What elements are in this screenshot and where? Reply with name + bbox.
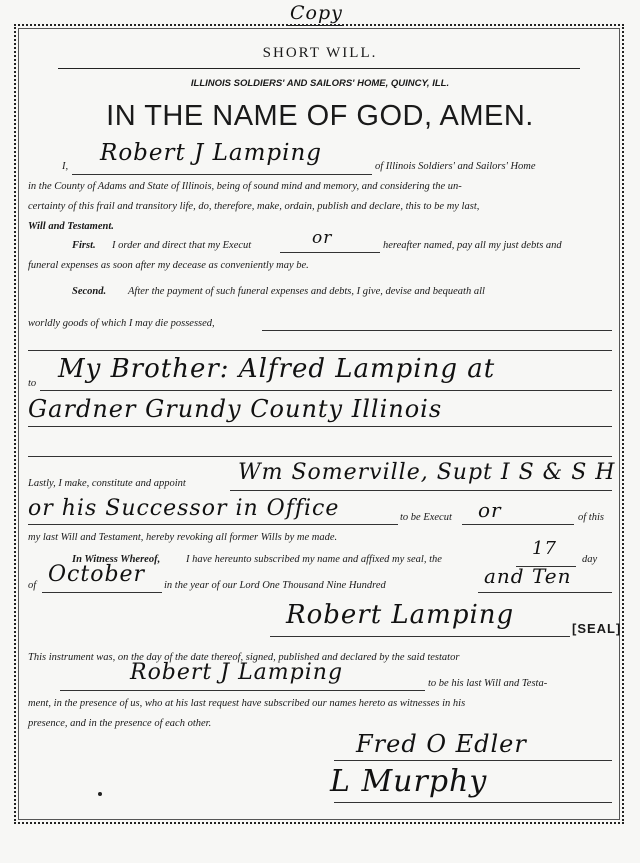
lastly-of-this: of this [578,512,604,523]
lastly-executor-suffix: or [478,498,502,522]
witness-month-line [42,592,162,593]
blank-line [28,350,612,351]
form-title: SHORT WILL. [262,45,378,61]
appointee-line2: or his Successor in Office [28,496,340,521]
second-line2-rule [262,330,612,331]
testator-name-handwritten: Robert J Lamping [100,140,322,166]
copy-mark: Copy [290,2,343,24]
lastly-executor-line [462,524,574,525]
ink-dot [98,792,102,796]
witness2-line [334,802,612,803]
title-rule [58,68,580,69]
first-executor-suffix: or [312,228,333,248]
bequest-line1: My Brother: Alfred Lamping at [58,354,496,384]
name-line [72,174,372,175]
first-text-b: hereafter named, pay all my just debts and [383,240,562,251]
intro-line2: in the County of Adams and State of Illinois, being of sound mind and memory, and considering the un- [28,181,462,192]
lastly-to-be: to be Execut [400,512,452,523]
witness-text: I have hereunto subscribed my name and affixed my seal, the [186,554,442,565]
seal-label: [SEAL] [572,621,622,636]
attestation-line2-suffix: to be his last Will and Testa- [428,678,548,689]
second-line1: After the payment of such funeral expenses and debts, I give, devise and bequeath all [128,286,485,297]
first-label: First. [72,240,96,251]
attestation-testator-name: Robert J Lamping [130,660,344,685]
witness-year-line [478,592,612,593]
attestation-line3: ment, in the presence of us, who at his last request have subscribed our names hereto as witnesses in his [28,698,466,709]
to-label: to [28,378,37,389]
bequest-line2: Gardner Grundy County Illinois [28,395,443,423]
witness-month: October [48,562,146,587]
bequest-rule3 [28,456,612,457]
copy-underline [286,25,344,26]
appointee-rule1 [230,490,612,491]
witness-label: In Witness Whereof, [72,554,161,565]
attestation-name-line [60,690,425,691]
attestation-line1: This instrument was, on the day of the date thereof, signed, published and declared by the said testator [28,652,460,663]
witness-year-text: in the year of our Lord One Thousand Nine Hundred [164,580,386,591]
bequest-rule1 [40,390,612,391]
of-label: of [28,580,37,591]
attestation-line4: presence, and in the presence of each other. [28,718,212,729]
signature-line [270,636,570,637]
appointee-line1: Wm Somerville, Supt I S & S H [238,460,616,485]
first-line2: funeral expenses as soon after my decease as conveniently may be. [28,260,309,271]
first-text-a: I order and direct that my Execut [112,240,252,251]
invocation-heading: IN THE NAME OF GOD, AMEN. [106,100,534,132]
intro-line4: Will and Testament. [28,221,114,232]
witness-year-hand: and Ten [484,564,572,588]
second-line2: worldly goods of which I may die possessed, [28,318,215,329]
intro-line1-suffix: of Illinois Soldiers' and Sailors' Home [375,161,536,172]
witness2-signature: L Murphy [330,764,488,799]
testator-signature: Robert Lamping [286,600,515,630]
lastly-line3: my last Will and Testament, hereby revoking all former Wills by me made. [28,532,338,543]
day-label: day [582,554,598,565]
bequest-rule2 [28,426,612,427]
witness1-line [334,760,612,761]
institution-name: ILLINOIS SOLDIERS' AND SAILORS' HOME, QUINCY, ILL. [190,78,450,89]
first-executor-line [280,252,380,253]
witness-day: 17 [532,538,557,559]
appointee-rule2 [28,524,398,525]
intro-line3: certainty of this frail and transitory life, do, therefore, make, ordain, publish and declare, this to be my last, [28,201,480,212]
lastly-text: Lastly, I make, constitute and appoint [28,478,186,489]
second-label: Second. [72,286,107,297]
intro-prefix: I, [62,161,69,172]
witness1-signature: Fred O Edler [356,730,527,758]
